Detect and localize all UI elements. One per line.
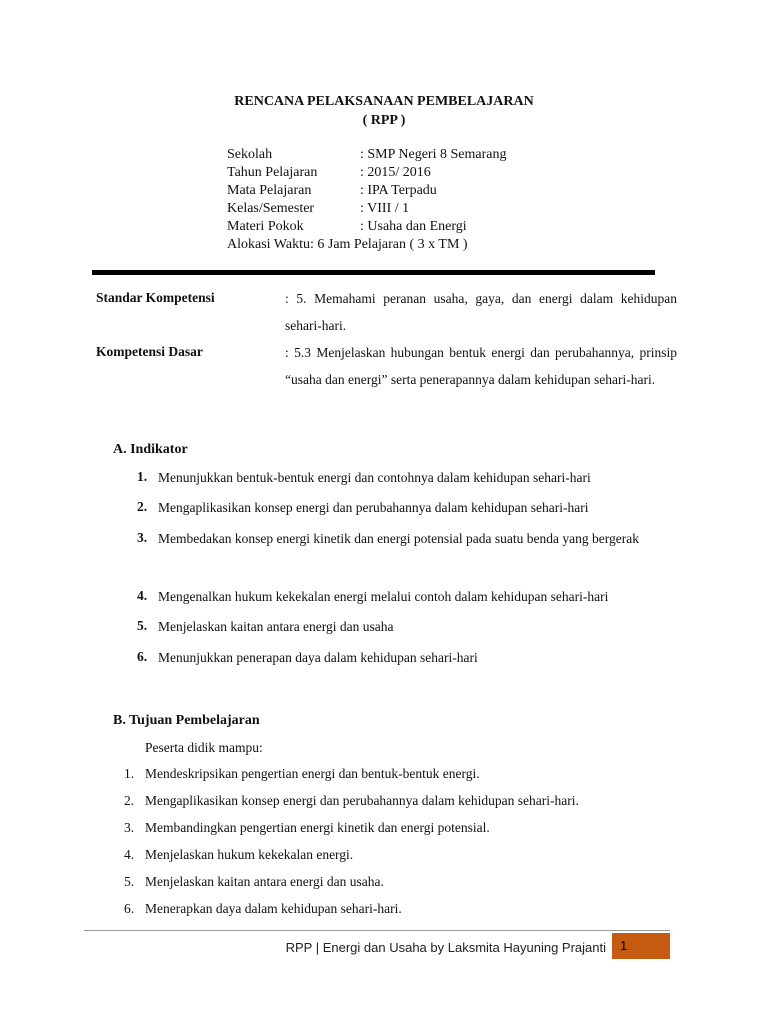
indikator-number: 2. [137, 499, 148, 514]
footer-text: RPP | Energi dan Usaha by Laksmita Hayuning Prajanti [285, 940, 606, 955]
tujuan-number: 6. [124, 901, 135, 916]
tujuan-item: Mengaplikasikan konsep energi dan perubahannya dalam kehidupan sehari-hari. [145, 793, 579, 808]
standar-text: : 5. Memahami peranan usaha, gaya, dan energi dalam kehidupan sehari-hari. [285, 291, 677, 333]
tujuan-item: Menjelaskan kaitan antara energi dan usaha. [145, 874, 384, 889]
tujuan-number: 1. [124, 766, 135, 781]
indikator-number: 4. [137, 588, 148, 603]
info-label-sekolah: Sekolah [227, 147, 273, 162]
indikator-number: 5. [137, 618, 148, 633]
standar-label: Standar Kompetensi [96, 290, 215, 305]
indikator-item: Menjelaskan kaitan antara energi dan usaha [158, 619, 394, 634]
info-label-kelas: Kelas/Semester [227, 201, 315, 216]
info-label-tahun: Tahun Pelajaran [227, 165, 318, 180]
tujuan-number: 5. [124, 874, 135, 889]
indikator-number: 1. [137, 469, 148, 484]
indikator-item: Mengaplikasikan konsep energi dan perubahannya dalam kehidupan sehari-hari [158, 500, 589, 515]
info-label-materi: Materi Pokok [227, 219, 304, 234]
kompetensi-text: : 5.3 Menjelaskan hubungan bentuk energi dan perubahannya, prinsip “usaha dan energi” serta penerapannya dalam kehidupan sehari-hari. [285, 345, 677, 387]
info-value-mapel: : IPA Terpadu [360, 183, 437, 198]
indikator-item: Menunjukkan bentuk-bentuk energi dan contohnya dalam kehidupan sehari-hari [158, 470, 591, 485]
tujuan-heading: B. Tujuan Pembelajaran [113, 713, 260, 728]
info-label-mapel: Mata Pelajaran [227, 183, 312, 198]
info-alokasi: Alokasi Waktu: 6 Jam Pelajaran ( 3 x TM ) [227, 237, 468, 252]
tujuan-item: Membandingkan pengertian energi kinetik dan energi potensial. [145, 820, 490, 835]
indikator-item: Mengenalkan hukum kekekalan energi melalui contoh dalam kehidupan sehari-hari [158, 589, 609, 604]
indikator-item: Menunjukkan penerapan daya dalam kehidupan sehari-hari [158, 650, 478, 665]
indikator-number: 3. [137, 530, 148, 545]
indikator-number: 6. [137, 649, 148, 664]
footer-divider [84, 930, 670, 931]
kompetensi-label: Kompetensi Dasar [96, 344, 203, 359]
page-number-box [612, 933, 670, 959]
info-value-tahun: : 2015/ 2016 [360, 165, 431, 180]
info-value-materi: : Usaha dan Energi [360, 219, 467, 234]
indikator-heading: A. Indikator [113, 442, 188, 457]
info-value-kelas: : VIII / 1 [360, 201, 410, 216]
document-title: RENCANA PELAKSANAAN PEMBELAJARAN [234, 94, 534, 109]
tujuan-item: Menjelaskan hukum kekekalan energi. [145, 847, 354, 862]
header-divider [92, 270, 655, 275]
tujuan-number: 4. [124, 847, 135, 862]
tujuan-item: Mendeskripsikan pengertian energi dan bentuk-bentuk energi. [145, 766, 480, 781]
page-number: 1 [620, 938, 628, 953]
tujuan-intro: Peserta didik mampu: [145, 740, 263, 755]
tujuan-item: Menerapkan daya dalam kehidupan sehari-hari. [145, 901, 402, 916]
tujuan-number: 3. [124, 820, 135, 835]
tujuan-number: 2. [124, 793, 135, 808]
document-subtitle: ( RPP ) [362, 113, 406, 128]
info-value-sekolah: : SMP Negeri 8 Semarang [360, 147, 507, 162]
indikator-item: Membedakan konsep energi kinetik dan energi potensial pada suatu benda yang bergerak [158, 531, 639, 546]
